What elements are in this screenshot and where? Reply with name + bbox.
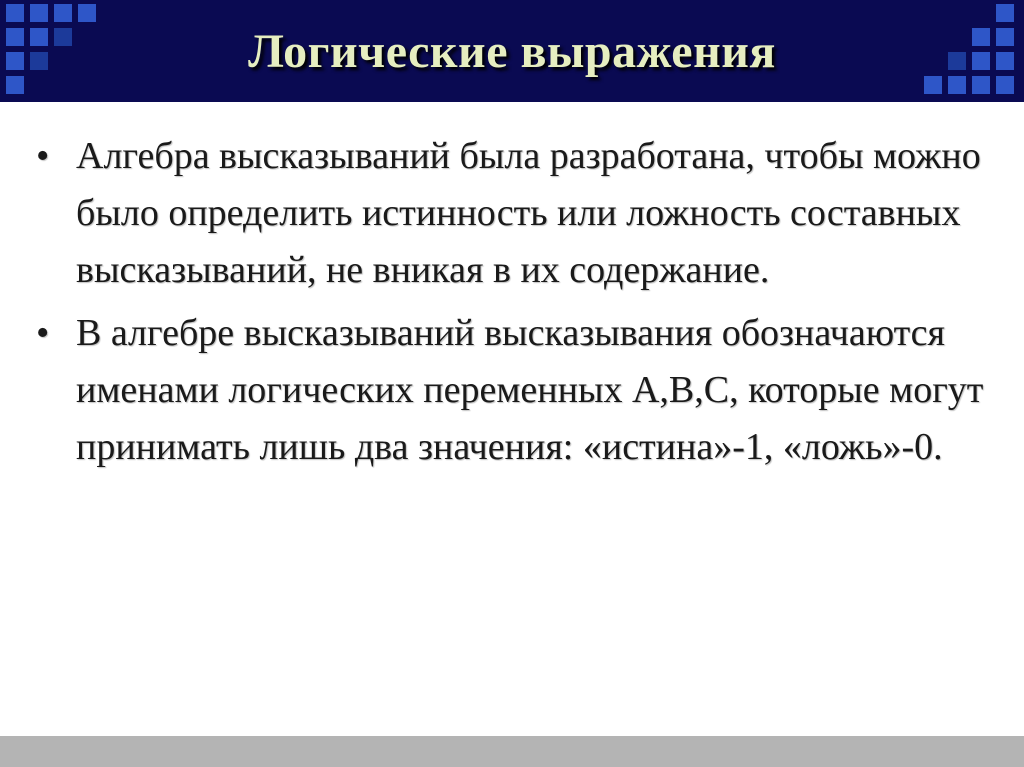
- bullet-text: Алгебра высказываний была разработана, чтобы можно было определить истинность или ложность составных высказываний, не вникая в их содержание.: [76, 135, 981, 291]
- bullet-text: В алгебре высказываний высказывания обозначаются именами логических переменных A,B,C, которые могут принимать лишь два значения: «истина»-1, «ложь»-0.: [76, 312, 984, 468]
- slide-body: [36, 128, 986, 482]
- bottom-bar: [0, 736, 1024, 767]
- slide-title: Логические выражения: [248, 24, 776, 78]
- title-bar: [0, 0, 1024, 102]
- bullet-icon: •: [36, 135, 50, 177]
- bullet-item: [36, 128, 986, 299]
- bullet-item: [36, 305, 986, 476]
- bullet-icon: •: [36, 312, 50, 354]
